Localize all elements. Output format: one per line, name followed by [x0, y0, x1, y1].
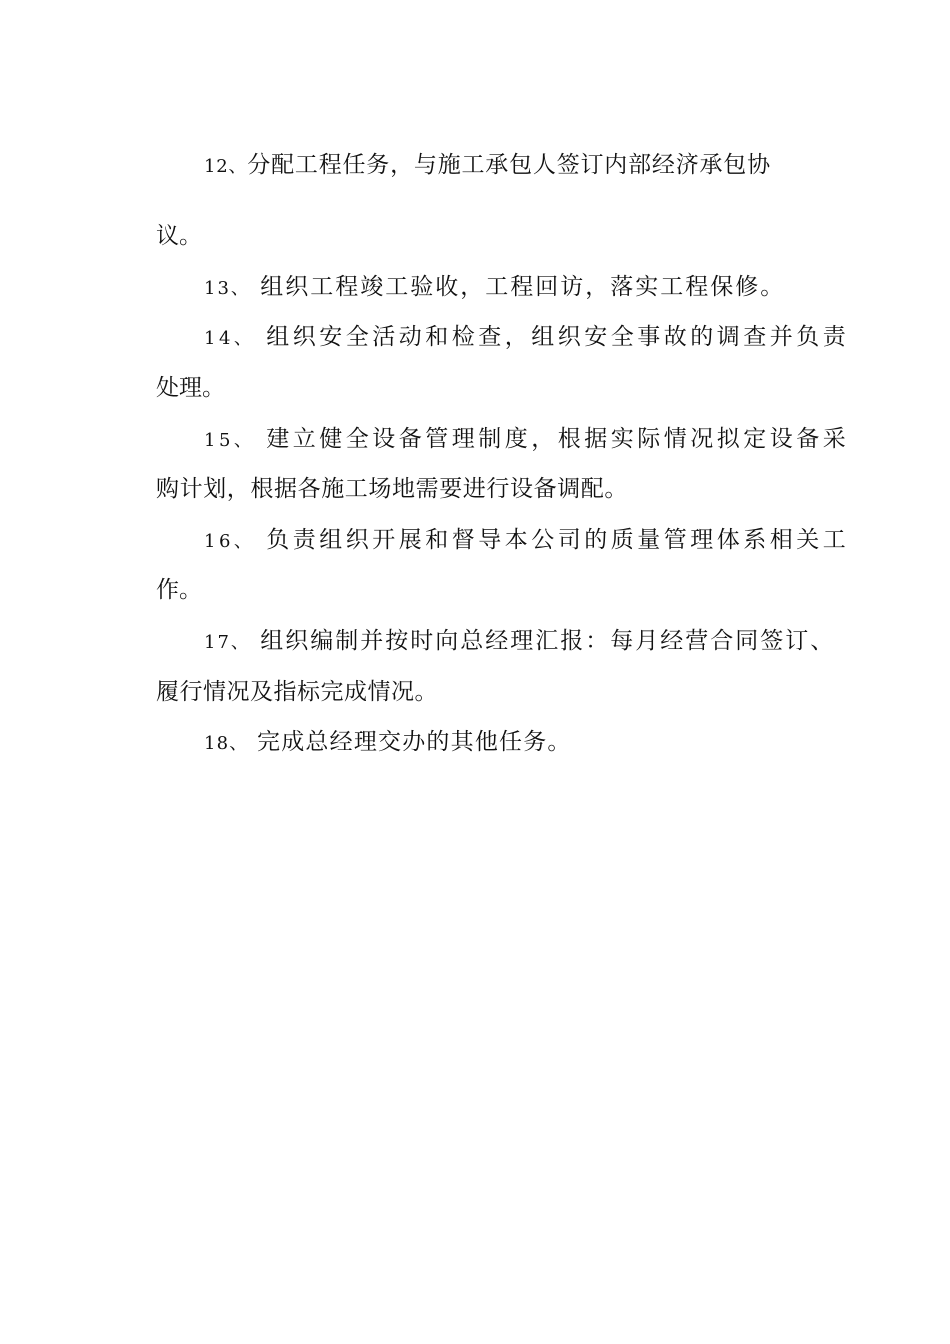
item-text: 履行情况及指标完成情况。 — [156, 679, 438, 705]
item-number: 14、 — [204, 328, 256, 349]
item-text: 负责组织开展和督导本公司的质量管理体系相关工 — [255, 527, 850, 553]
item-text: 建立健全设备管理制度，根据实际情况拟定设备采 — [255, 426, 850, 452]
item-text: 购计划，根据各施工场地需要进行设备调配。 — [156, 476, 628, 502]
item-14-line-1 — [204, 320, 849, 354]
item-17-line-1 — [204, 624, 835, 658]
item-text: 处理。 — [156, 375, 225, 401]
item-16-line-1 — [204, 523, 849, 557]
item-text: 组织编制并按时向总经理汇报：每月经营合同签订、 — [250, 628, 836, 654]
item-text: 组织工程竣工验收，工程回访，落实工程保修。 — [250, 274, 786, 300]
item-12-line-1 — [204, 148, 771, 182]
item-number: 17、 — [204, 632, 251, 653]
item-15-line-1 — [204, 422, 849, 456]
item-13-line-1 — [204, 270, 785, 304]
item-number: 15、 — [204, 430, 256, 451]
item-15-line-2 — [156, 472, 628, 506]
item-text: 分配工程任务，与施工承包人签订内部经济承包协 — [247, 152, 771, 178]
item-18-line-1 — [204, 725, 572, 759]
item-14-line-2 — [156, 371, 225, 405]
item-17-line-2 — [156, 675, 438, 709]
item-16-line-2 — [156, 573, 202, 607]
item-number: 16、 — [204, 531, 256, 552]
item-text: 议。 — [156, 223, 202, 249]
item-text: 作。 — [156, 577, 202, 603]
item-text: 组织安全活动和检查，组织安全事故的调查并负责 — [255, 324, 850, 350]
item-number: 18、 — [204, 733, 249, 754]
item-text: 完成总经理交办的其他任务。 — [248, 729, 572, 755]
item-12-line-2 — [156, 219, 202, 253]
item-number: 13、 — [204, 278, 251, 299]
item-number: 12、 — [204, 156, 248, 177]
